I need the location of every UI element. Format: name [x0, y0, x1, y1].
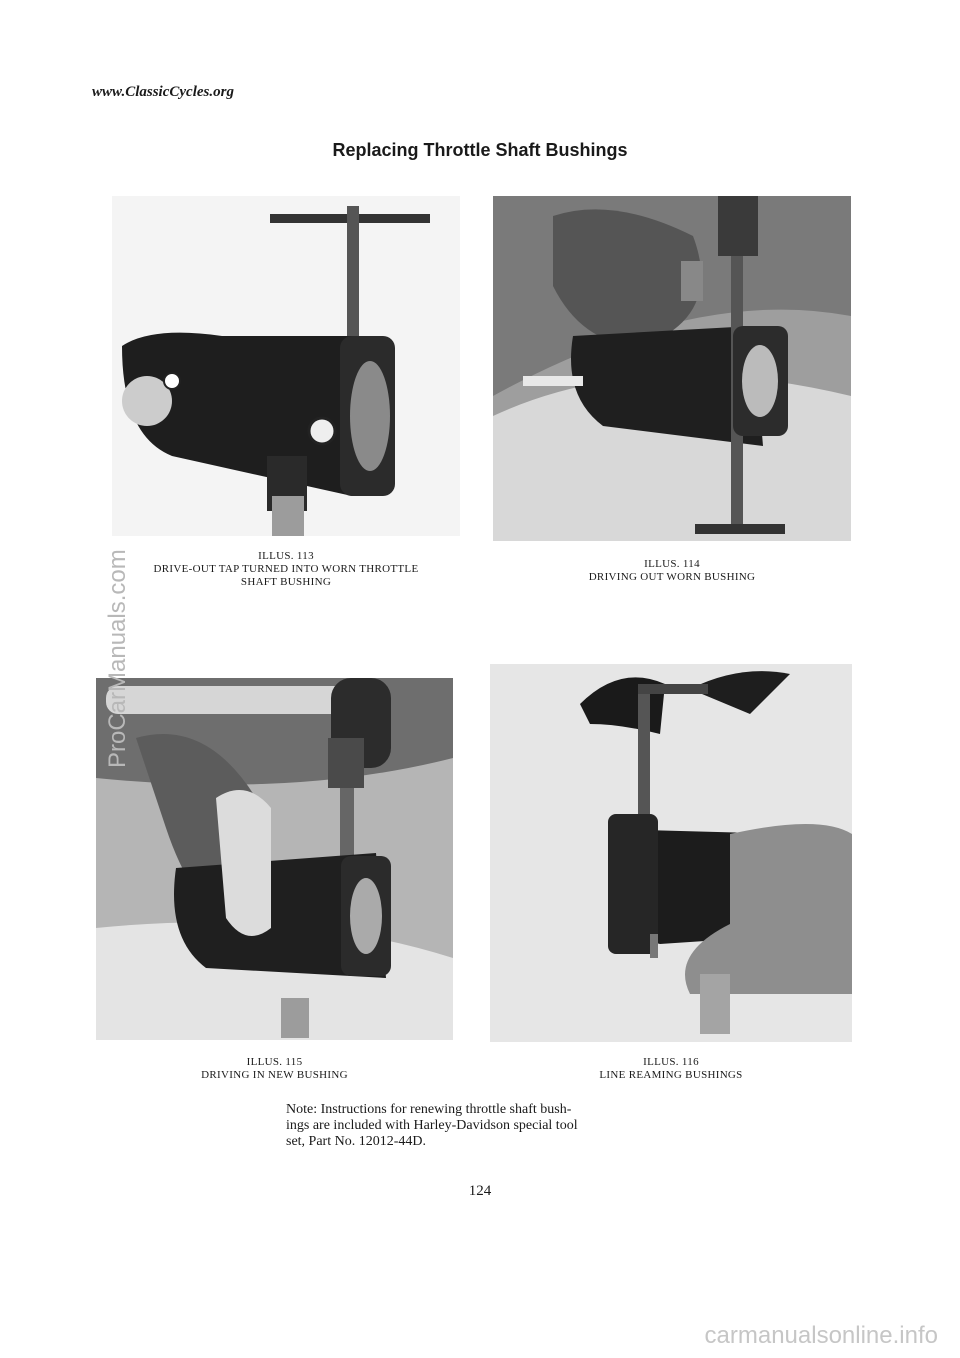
note-line-1: Note: Instructions for renewing throttle shaft bush-	[286, 1102, 572, 1117]
illustration-115-caption-line-1: DRIVING IN NEW BUSHING	[201, 1069, 348, 1081]
note-paragraph	[286, 1102, 686, 1150]
side-watermark-text: ProCarManuals.com	[104, 549, 131, 768]
illustration-114-number: ILLUS. 114	[644, 558, 700, 570]
note-line-2: ings are included with Harley-Davidson special tool	[286, 1118, 578, 1133]
illustration-114-caption	[493, 558, 851, 584]
note-line-3: set, Part No. 12012-44D.	[286, 1134, 426, 1149]
page-title: Replacing Throttle Shaft Bushings	[332, 140, 628, 160]
illustration-113-number: ILLUS. 113	[258, 550, 314, 562]
illustration-113-caption	[112, 550, 460, 589]
illustration-114-photo	[493, 196, 851, 541]
header-site-url: www.ClassicCycles.org	[92, 84, 234, 100]
illustration-113-caption-line-1: DRIVE-OUT TAP TURNED INTO WORN THROTTLE	[153, 563, 419, 575]
illustration-115-number: ILLUS. 115	[246, 1056, 303, 1068]
illustration-115-photo	[96, 678, 453, 1040]
page-number: 124	[468, 1183, 492, 1199]
illustration-116-caption	[490, 1056, 852, 1082]
illustration-116-caption-line-1: LINE REAMING BUSHINGS	[599, 1069, 743, 1081]
illustration-116-photo	[490, 664, 852, 1042]
illustration-116-number: ILLUS. 116	[643, 1056, 699, 1068]
footer-watermark: carmanualsonline.info	[704, 1322, 938, 1349]
illustration-113-caption-line-2: SHAFT BUSHING	[240, 576, 332, 588]
illustration-115-caption	[96, 1056, 453, 1082]
illustration-113-photo	[112, 196, 460, 536]
illustration-114-caption-line-1: DRIVING OUT WORN BUSHING	[588, 571, 756, 583]
